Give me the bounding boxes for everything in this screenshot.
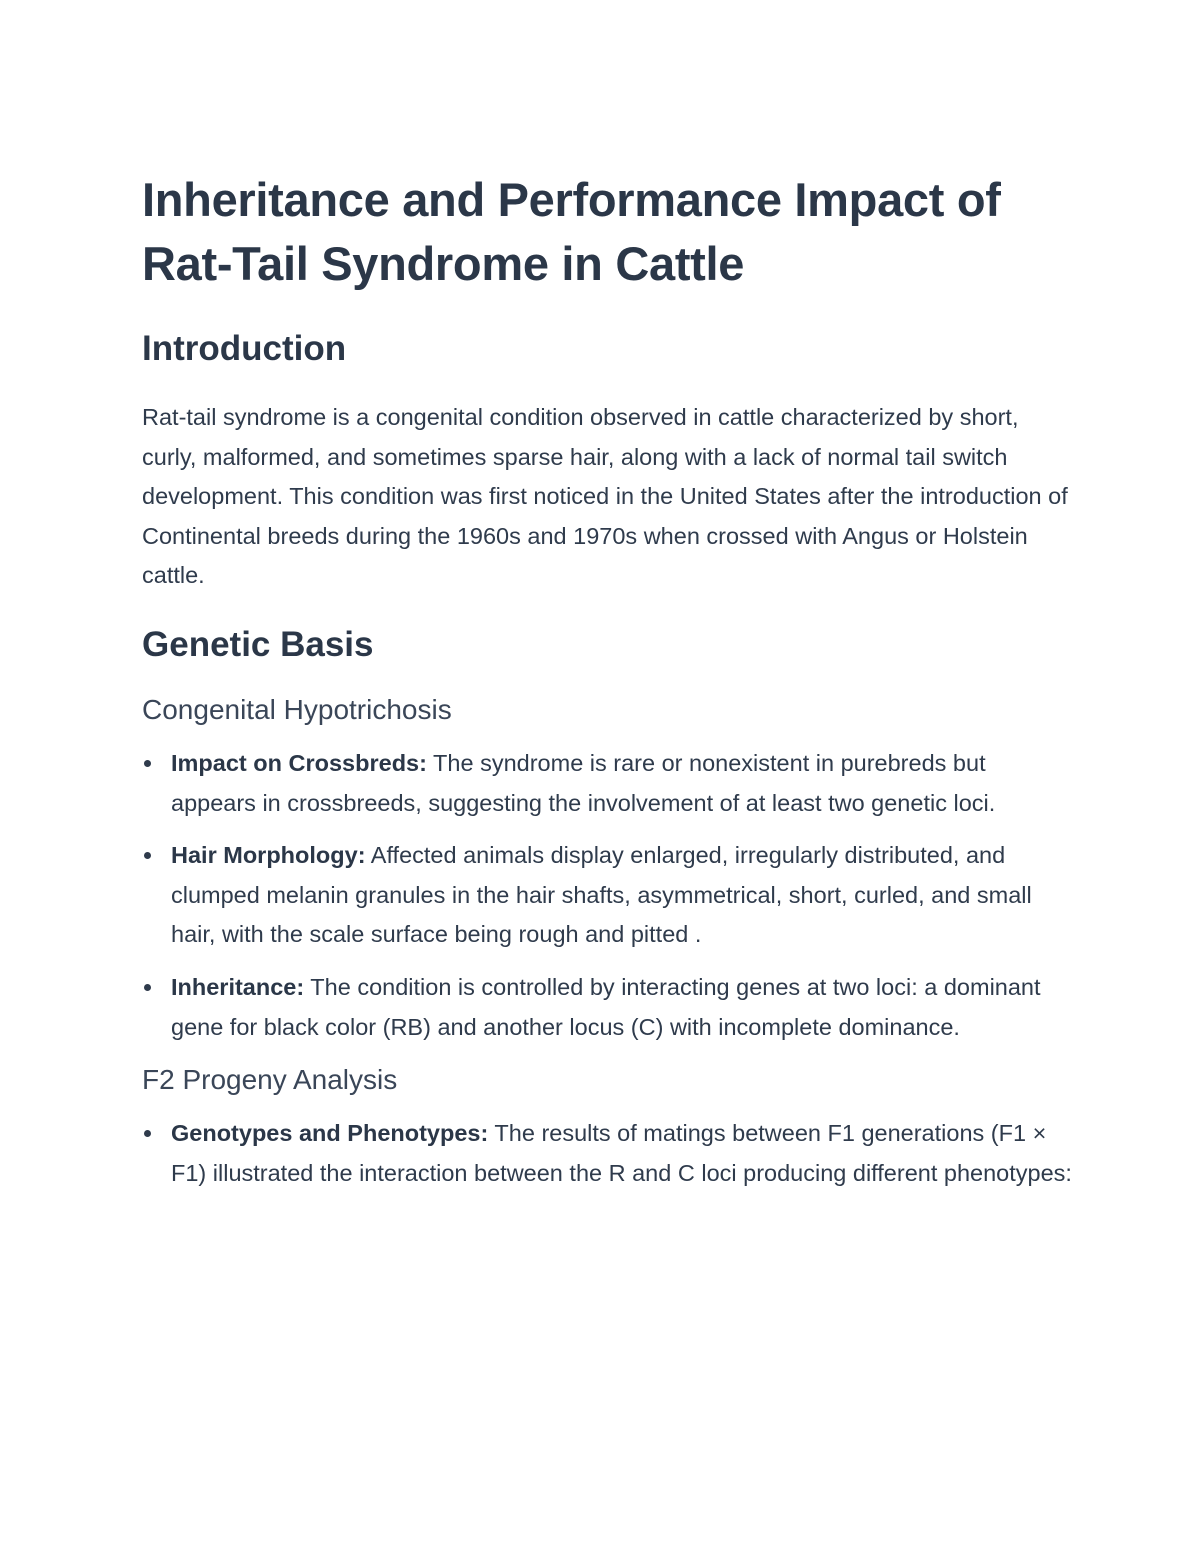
bullet-icon (144, 852, 151, 859)
list-item-label: Inheritance: (171, 973, 305, 1000)
subsection-heading-f2-progeny: F2 Progeny Analysis (142, 1064, 398, 1096)
list-item-text: The condition is controlled by interacting genes at two loci: a dominant gene for black color (RB) and another locus (C) with incomplete dominance. (171, 973, 1041, 1040)
list-item (142, 968, 1072, 1047)
subsection-heading-hypotrichosis: Congenital Hypotrichosis (142, 693, 452, 725)
list-item-label: Impact on Crossbreds: (171, 749, 427, 776)
list-item-text: The results of matings between F1 generations (F1 × F1) illustrated the interaction between the R and C loci producing different phenotypes: (171, 1120, 1072, 1186)
document-title: Inheritance and Performance Impact of Rat-Tail Syndrome in Cattle (142, 173, 1001, 290)
bullet-icon (144, 760, 151, 767)
list-item (142, 1114, 1072, 1193)
list-item-text: Affected animals display enlarged, irregularly distributed, and clumped melanin granules in the hair shafts, asymmetrical, short, curled, and small hair, with the scale surface being rough and pitted . (171, 842, 1032, 948)
document-page (142, 168, 1072, 1206)
f2-list (142, 1114, 1072, 1193)
bullet-icon (144, 1130, 151, 1137)
list-item-label: Hair Morphology: (171, 842, 366, 869)
hypotrichosis-list (142, 744, 1072, 1047)
bullet-icon (144, 984, 151, 991)
list-item (142, 836, 1072, 955)
introduction-paragraph: Rat-tail syndrome is a congenital condition observed in cattle characterized by short, curly, malformed, and sometimes sparse hair, along with a lack of normal tail switch development. This condition was first noticed in the United States after the introduction of Continental breeds during the 1960s and 1970s when crossed with Angus or Holstein cattle. (142, 404, 1068, 589)
section-heading-introduction: Introduction (142, 329, 347, 368)
list-item (142, 744, 1072, 823)
list-item-label: Genotypes and Phenotypes: (171, 1120, 489, 1147)
section-heading-genetic-basis: Genetic Basis (142, 624, 374, 664)
list-item-text: The syndrome is rare or nonexistent in purebreds but appears in crossbreeds, suggesting the involvement of at least two genetic loci. (171, 749, 996, 816)
